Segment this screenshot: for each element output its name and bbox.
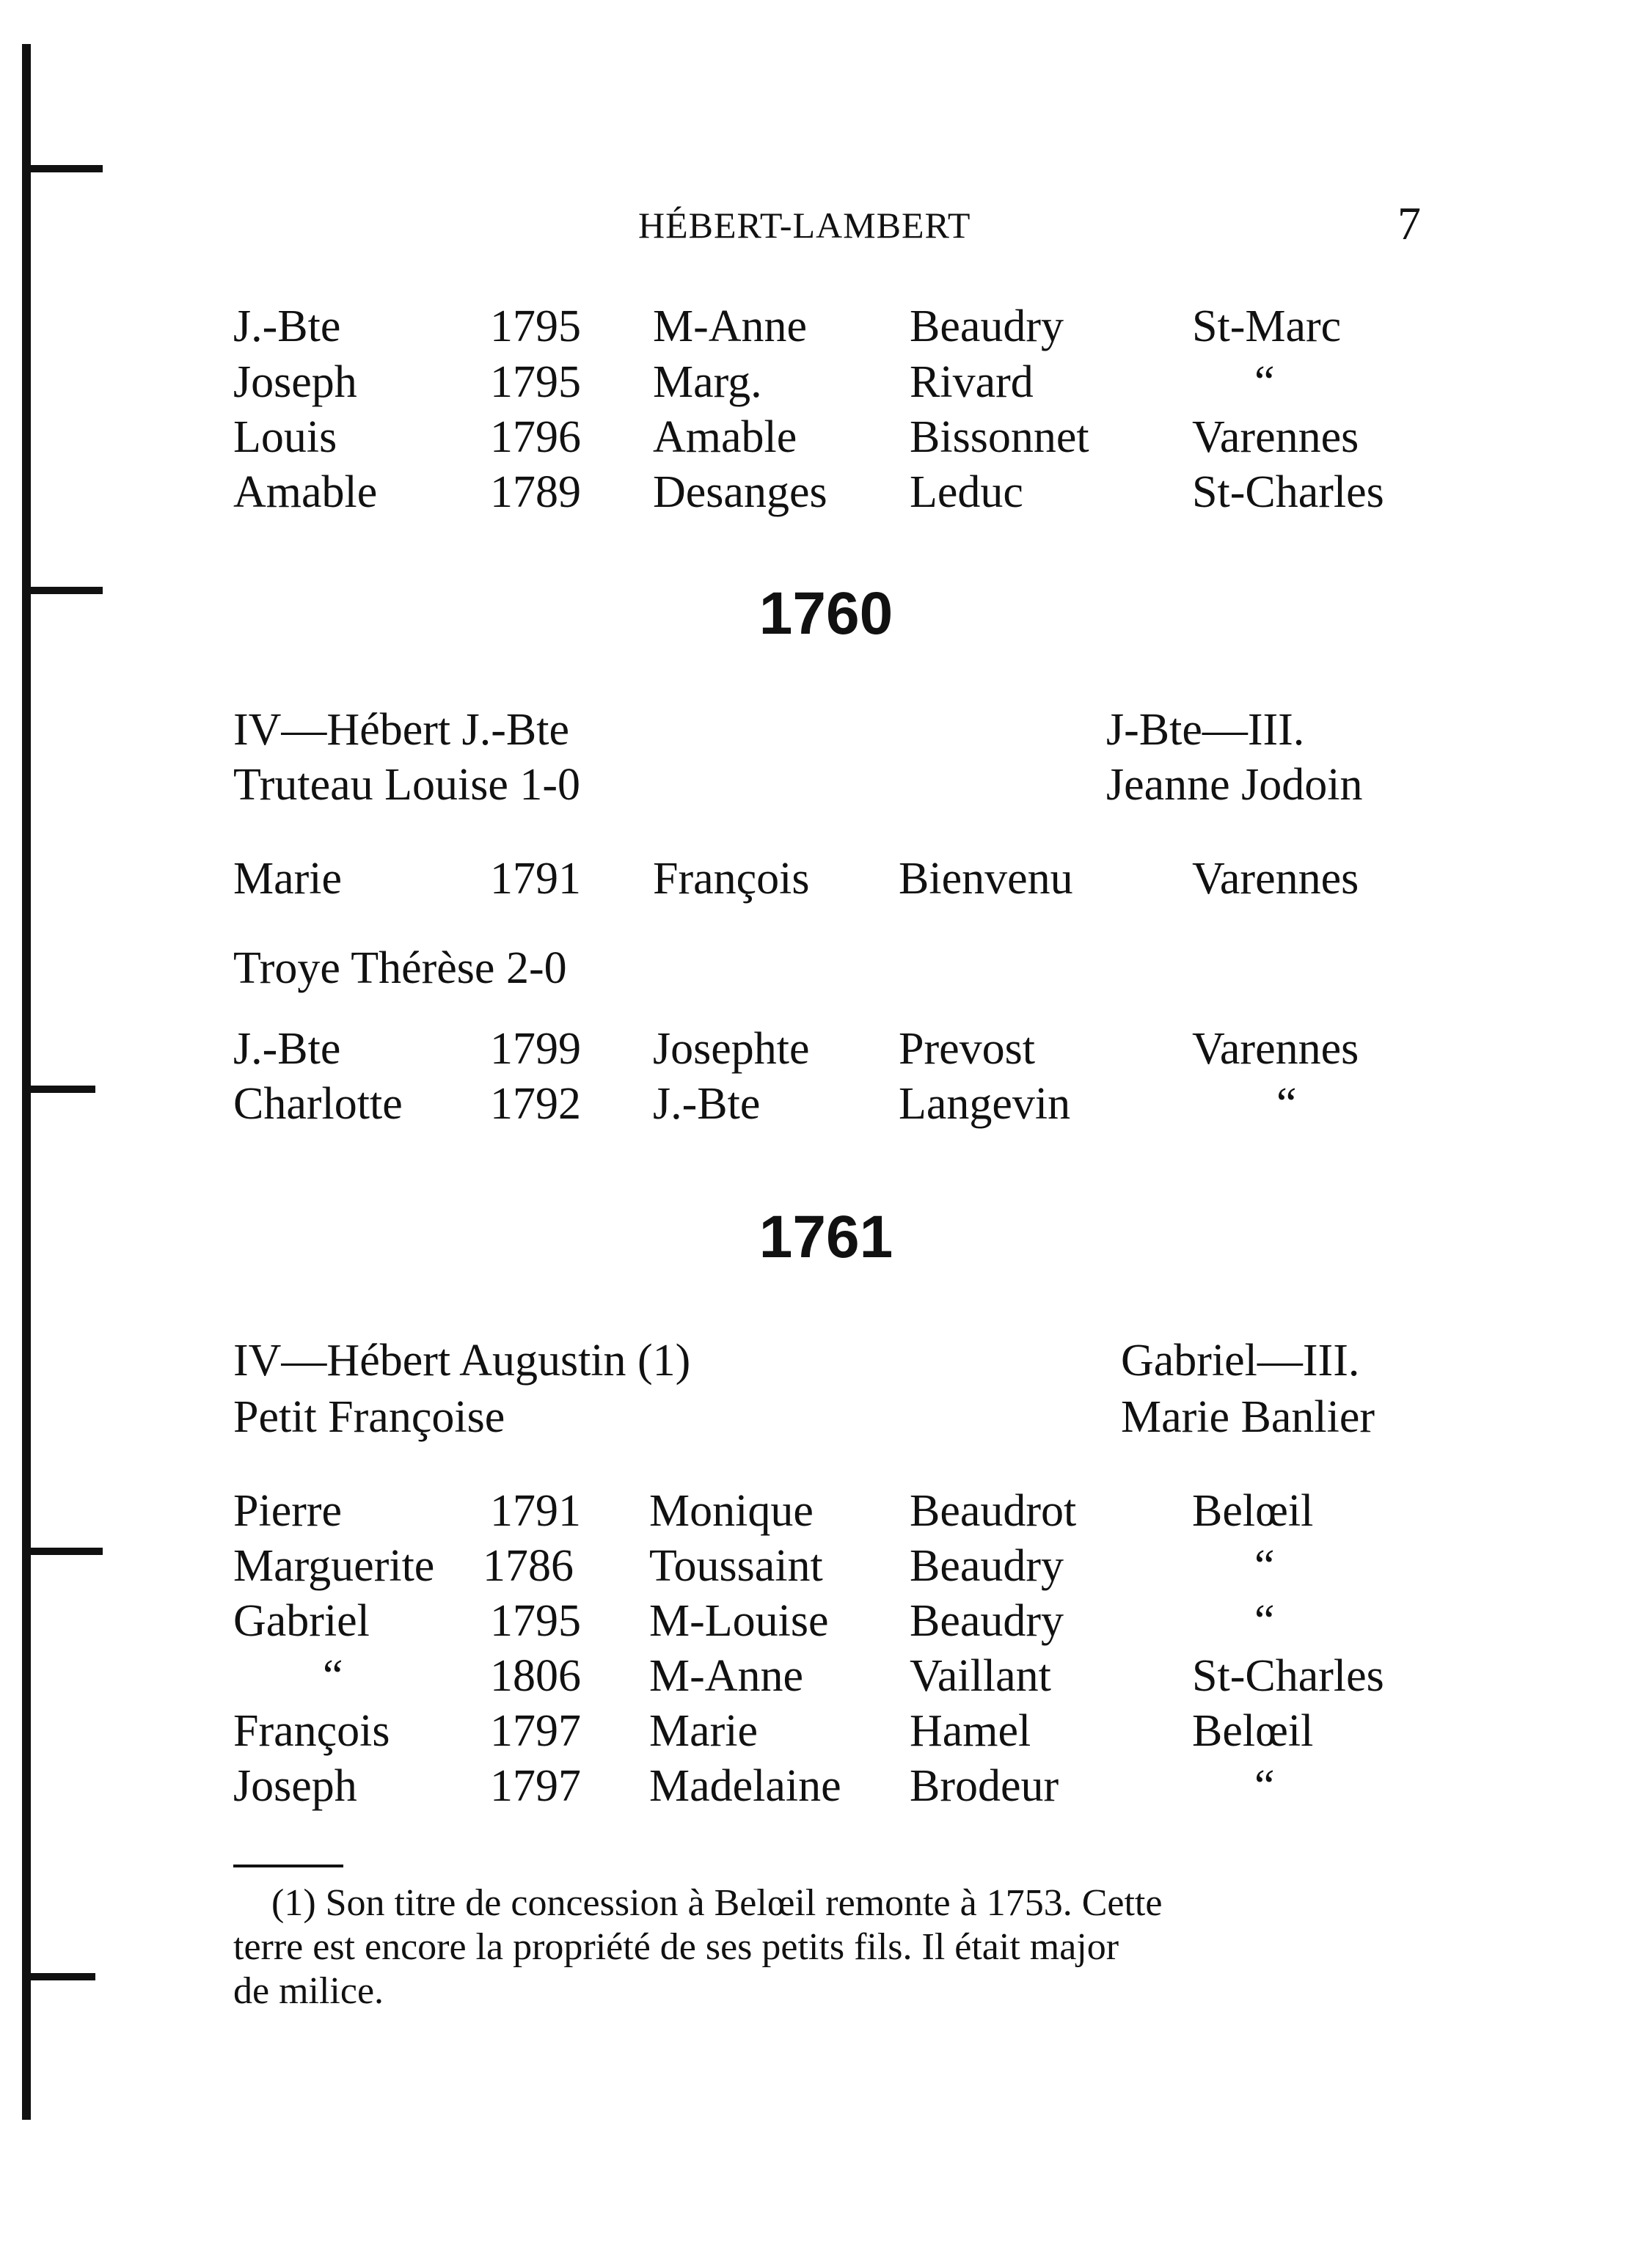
spouse-surname: Leduc <box>910 467 1023 517</box>
parish: St-Charles <box>1192 1651 1384 1701</box>
child-name: Marie <box>233 854 343 904</box>
parish: Varennes <box>1192 412 1359 462</box>
marriage-year: 1797 <box>490 1706 581 1756</box>
child-name: Joseph <box>233 357 357 407</box>
wife-mother: Marie Banlier <box>1121 1392 1375 1442</box>
marriage-year: 1792 <box>490 1079 581 1129</box>
spouse-first-name: Toussaint <box>649 1541 823 1591</box>
spouse-surname: Vaillant <box>910 1651 1051 1701</box>
marriage-year: 1795 <box>490 357 581 407</box>
marriage-year: 1795 <box>490 1596 581 1646</box>
year-heading-1760: 1760 <box>759 580 893 647</box>
parish: St-Charles <box>1192 467 1384 517</box>
spouse-surname: Brodeur <box>910 1761 1059 1811</box>
parish: Belœil <box>1192 1486 1314 1536</box>
spouse-surname: Langevin <box>899 1079 1071 1129</box>
spouse-first-name: M-Anne <box>653 301 808 351</box>
child-name: Amable <box>233 467 378 517</box>
spouse-first-name: Josephte <box>653 1024 810 1074</box>
parish: St-Marc <box>1192 301 1342 351</box>
binding-mark <box>22 1973 95 1980</box>
table-row <box>0 1595 1652 1651</box>
spouse-surname: Beaudry <box>910 301 1064 351</box>
wife-name: Truteau Louise 1-0 <box>233 760 580 810</box>
child-name: Louis <box>233 412 337 462</box>
marriage-year: 1791 <box>490 854 581 904</box>
binding-mark <box>22 165 103 172</box>
table-row <box>0 1023 1652 1079</box>
marriage-year: 1796 <box>490 412 581 462</box>
ditto-mark: “ <box>1276 1079 1297 1129</box>
child-name: Charlotte <box>233 1079 403 1129</box>
husband-name: IV—Hébert Augustin (1) <box>233 1336 691 1386</box>
spouse-surname: Beaudrot <box>910 1486 1077 1536</box>
year-heading-1761: 1761 <box>759 1204 893 1270</box>
marriage-year: 1806 <box>490 1651 581 1701</box>
marriage-year: 1786 <box>483 1541 574 1591</box>
parish: Varennes <box>1192 1024 1359 1074</box>
parish: Varennes <box>1192 854 1359 904</box>
wife-line <box>233 759 1436 815</box>
husband-name: IV—Hébert J.-Bte <box>233 705 569 755</box>
wife-name: Petit Françoise <box>233 1392 505 1442</box>
ditto-mark: “ <box>1254 1596 1275 1646</box>
table-row <box>0 466 1652 522</box>
table-row <box>0 1650 1652 1706</box>
spouse-first-name: J.-Bte <box>653 1079 761 1129</box>
footnote-rule <box>233 1865 343 1867</box>
child-name: François <box>233 1706 390 1756</box>
spouse-first-name: Madelaine <box>649 1761 841 1811</box>
spouse-first-name: François <box>653 854 810 904</box>
second-wife-name: Troye Thérèse 2-0 <box>233 943 567 993</box>
spouse-surname: Hamel <box>910 1706 1031 1756</box>
table-row <box>0 1078 1652 1134</box>
wife-line <box>233 1391 1436 1447</box>
footnote <box>233 1881 1436 2013</box>
spouse-first-name: Marg. <box>653 357 762 407</box>
child-name: Marguerite <box>233 1541 435 1591</box>
parish: Belœil <box>1192 1706 1314 1756</box>
table-row <box>0 356 1652 412</box>
child-name: Pierre <box>233 1486 343 1536</box>
marriage-year: 1799 <box>490 1024 581 1074</box>
spouse-surname: Prevost <box>899 1024 1035 1074</box>
ditto-mark: “ <box>1254 1761 1275 1811</box>
footnote-line: terre est encore la propriété de ses petits fils. Il était major <box>233 1926 1119 1968</box>
husband-parents: Gabriel—III. <box>1121 1336 1360 1386</box>
spouse-first-name: M-Louise <box>649 1596 829 1646</box>
table-row <box>0 853 1652 909</box>
table-row <box>0 1540 1652 1596</box>
table-row <box>0 1705 1652 1761</box>
spouse-surname: Beaudry <box>910 1596 1064 1646</box>
marriage-year: 1789 <box>490 467 581 517</box>
marriage-year: 1791 <box>490 1486 581 1536</box>
table-row <box>0 1760 1652 1816</box>
wife-mother: Jeanne Jodoin <box>1106 760 1363 810</box>
spouse-surname: Beaudry <box>910 1541 1064 1591</box>
spouse-first-name: M-Anne <box>649 1651 804 1701</box>
spouse-first-name: Marie <box>649 1706 759 1756</box>
marriage-year: 1797 <box>490 1761 581 1811</box>
ditto-mark: “ <box>1254 357 1275 407</box>
child-name: Joseph <box>233 1761 357 1811</box>
child-name: J.-Bte <box>233 1024 341 1074</box>
husband-parents: J-Bte—III. <box>1106 705 1305 755</box>
husband-line <box>233 704 1436 760</box>
spouse-first-name: Monique <box>649 1486 814 1536</box>
child-name: J.-Bte <box>233 301 341 351</box>
footnote-line: (1) Son titre de concession à Belœil remonte à 1753. Cette <box>271 1882 1163 1924</box>
spouse-first-name: Amable <box>653 412 797 462</box>
marriage-year: 1795 <box>490 301 581 351</box>
table-row <box>0 411 1652 467</box>
table-row <box>0 1485 1652 1541</box>
running-header: HÉBERT-LAMBERT <box>638 205 971 246</box>
child-name: Gabriel <box>233 1596 370 1646</box>
footnote-line: de milice. <box>233 1970 384 2012</box>
ditto-mark: “ <box>1254 1541 1275 1591</box>
table-row <box>0 301 1652 356</box>
spouse-first-name: Desanges <box>653 467 827 517</box>
spouse-surname: Bienvenu <box>899 854 1073 904</box>
spouse-surname: Bissonnet <box>910 412 1089 462</box>
ditto-mark: “ <box>323 1651 343 1701</box>
page-number: 7 <box>1397 197 1421 249</box>
spouse-surname: Rivard <box>910 357 1034 407</box>
husband-line <box>233 1335 1436 1391</box>
